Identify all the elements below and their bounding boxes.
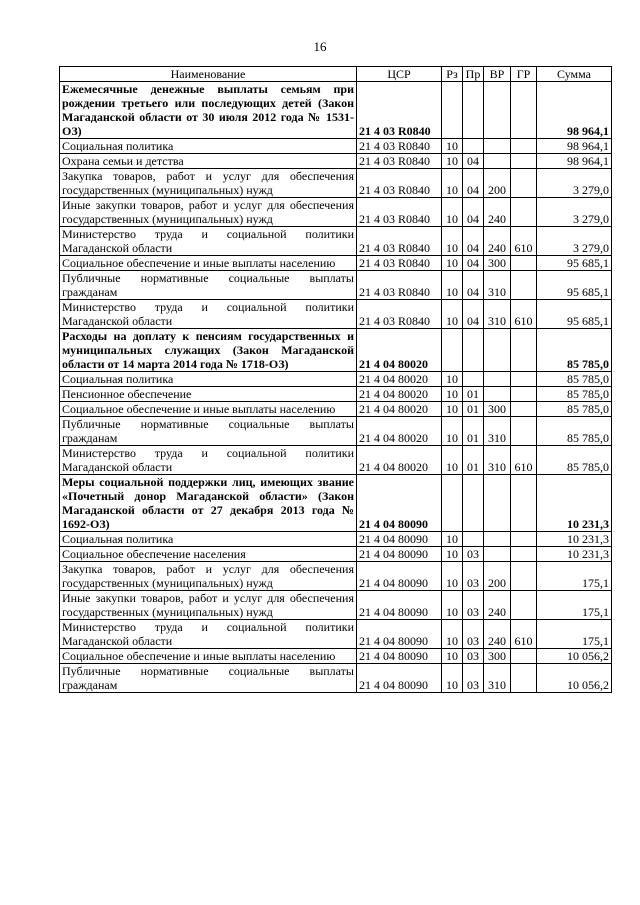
cell-rz — [442, 82, 463, 139]
cell-sum: 85 785,0 — [537, 446, 612, 475]
cell-vr: 310 — [484, 446, 511, 475]
cell-csr: 21 4 03 R0840 — [357, 300, 442, 329]
table-row — [60, 139, 612, 154]
cell-name: Закупка товаров, работ и услуг для обеспечения государственных (муниципальных) нужд — [60, 562, 357, 591]
cell-vr: 240 — [484, 591, 511, 620]
cell-sum: 85 785,0 — [537, 417, 612, 446]
table-body — [60, 82, 612, 693]
cell-vr: 310 — [484, 417, 511, 446]
cell-name: Министерство труда и социальной политики Магаданской области — [60, 227, 357, 256]
cell-gr — [511, 271, 537, 300]
cell-sum: 10 231,3 — [537, 475, 612, 532]
header-csr: ЦСР — [357, 67, 442, 82]
header-name: Наименование — [60, 67, 357, 82]
cell-name: Социальная политика — [60, 139, 357, 154]
cell-csr: 21 4 03 R0840 — [357, 198, 442, 227]
cell-csr: 21 4 04 80090 — [357, 591, 442, 620]
cell-pr: 03 — [463, 649, 484, 664]
page-number: 16 — [313, 39, 327, 54]
table-row — [60, 664, 612, 693]
cell-gr — [511, 649, 537, 664]
cell-rz: 10 — [442, 446, 463, 475]
table-row — [60, 417, 612, 446]
table-row — [60, 198, 612, 227]
cell-name: Иные закупки товаров, работ и услуг для обеспечения государственных (муниципальных) нужд — [60, 198, 357, 227]
cell-name: Министерство труда и социальной политики Магаданской области — [60, 620, 357, 649]
cell-csr: 21 4 03 R0840 — [357, 256, 442, 271]
cell-name: Министерство труда и социальной политики Магаданской области — [60, 300, 357, 329]
cell-name: Меры социальной поддержки лиц, имеющих звание «Почетный донор Магаданской области» (Закон Магаданской области от 27 декабря 2013 года № 1692-ОЗ) — [60, 475, 357, 532]
cell-rz: 10 — [442, 256, 463, 271]
header-pr: Пр — [463, 67, 484, 82]
cell-sum: 85 785,0 — [537, 329, 612, 372]
cell-sum: 95 685,1 — [537, 256, 612, 271]
cell-vr: 300 — [484, 402, 511, 417]
cell-rz — [442, 329, 463, 372]
cell-csr: 21 4 03 R0840 — [357, 169, 442, 198]
cell-pr — [463, 532, 484, 547]
cell-sum: 175,1 — [537, 562, 612, 591]
cell-gr — [511, 372, 537, 387]
header-gr: ГР — [511, 67, 537, 82]
cell-rz: 10 — [442, 402, 463, 417]
table-row — [60, 591, 612, 620]
cell-gr — [511, 82, 537, 139]
cell-vr — [484, 387, 511, 402]
cell-sum: 85 785,0 — [537, 402, 612, 417]
cell-vr — [484, 139, 511, 154]
cell-gr — [511, 532, 537, 547]
cell-name: Пенсионное обеспечение — [60, 387, 357, 402]
cell-gr: 610 — [511, 446, 537, 475]
table-row — [60, 475, 612, 532]
cell-csr: 21 4 03 R0840 — [357, 227, 442, 256]
cell-gr — [511, 591, 537, 620]
cell-pr: 03 — [463, 620, 484, 649]
cell-csr: 21 4 04 80020 — [357, 402, 442, 417]
cell-csr: 21 4 04 80090 — [357, 620, 442, 649]
cell-rz: 10 — [442, 169, 463, 198]
cell-name: Социальная политика — [60, 532, 357, 547]
cell-csr: 21 4 04 80090 — [357, 562, 442, 591]
table-row — [60, 271, 612, 300]
cell-name: Социальное обеспечение и иные выплаты населению — [60, 402, 357, 417]
cell-rz: 10 — [442, 387, 463, 402]
cell-pr: 03 — [463, 562, 484, 591]
table-row — [60, 256, 612, 271]
cell-vr — [484, 82, 511, 139]
table-row — [60, 387, 612, 402]
cell-pr: 04 — [463, 300, 484, 329]
cell-vr — [484, 475, 511, 532]
cell-sum: 10 231,3 — [537, 547, 612, 562]
cell-csr: 21 4 03 R0840 — [357, 154, 442, 169]
cell-rz: 10 — [442, 591, 463, 620]
table-row — [60, 372, 612, 387]
cell-name: Публичные нормативные социальные выплаты гражданам — [60, 271, 357, 300]
header-vr: ВР — [484, 67, 511, 82]
cell-pr: 01 — [463, 446, 484, 475]
cell-sum: 95 685,1 — [537, 271, 612, 300]
cell-gr: 610 — [511, 620, 537, 649]
cell-rz: 10 — [442, 372, 463, 387]
cell-sum: 98 964,1 — [537, 139, 612, 154]
cell-pr: 04 — [463, 169, 484, 198]
cell-rz: 10 — [442, 562, 463, 591]
cell-sum: 10 056,2 — [537, 664, 612, 693]
cell-vr: 240 — [484, 620, 511, 649]
table-row — [60, 227, 612, 256]
table-row — [60, 154, 612, 169]
cell-gr — [511, 169, 537, 198]
header-sum: Сумма — [537, 67, 612, 82]
cell-gr — [511, 417, 537, 446]
cell-name: Министерство труда и социальной политики Магаданской области — [60, 446, 357, 475]
cell-rz: 10 — [442, 417, 463, 446]
table-header-row — [60, 67, 612, 82]
cell-csr: 21 4 04 80090 — [357, 664, 442, 693]
cell-csr: 21 4 03 R0840 — [357, 139, 442, 154]
cell-pr — [463, 82, 484, 139]
cell-vr — [484, 154, 511, 169]
cell-rz: 10 — [442, 649, 463, 664]
cell-csr: 21 4 04 80090 — [357, 532, 442, 547]
budget-table — [59, 66, 612, 693]
table-row — [60, 620, 612, 649]
table-row — [60, 562, 612, 591]
cell-gr — [511, 256, 537, 271]
table-row — [60, 446, 612, 475]
cell-rz: 10 — [442, 532, 463, 547]
table-row — [60, 402, 612, 417]
cell-csr: 21 4 04 80020 — [357, 387, 442, 402]
cell-rz: 10 — [442, 300, 463, 329]
cell-csr: 21 4 04 80020 — [357, 372, 442, 387]
cell-vr: 240 — [484, 198, 511, 227]
cell-sum: 175,1 — [537, 591, 612, 620]
cell-vr: 310 — [484, 300, 511, 329]
cell-pr — [463, 372, 484, 387]
cell-csr: 21 4 04 80020 — [357, 329, 442, 372]
cell-csr: 21 4 04 80020 — [357, 417, 442, 446]
cell-vr — [484, 547, 511, 562]
cell-gr — [511, 154, 537, 169]
cell-pr — [463, 329, 484, 372]
cell-pr: 04 — [463, 227, 484, 256]
cell-sum: 3 279,0 — [537, 227, 612, 256]
cell-name: Публичные нормативные социальные выплаты гражданам — [60, 664, 357, 693]
cell-sum: 10 056,2 — [537, 649, 612, 664]
cell-sum: 95 685,1 — [537, 300, 612, 329]
cell-sum: 85 785,0 — [537, 372, 612, 387]
cell-vr: 200 — [484, 562, 511, 591]
table-row — [60, 649, 612, 664]
cell-sum: 175,1 — [537, 620, 612, 649]
cell-rz: 10 — [442, 198, 463, 227]
cell-gr — [511, 329, 537, 372]
cell-gr — [511, 562, 537, 591]
table-row — [60, 329, 612, 372]
cell-vr: 300 — [484, 256, 511, 271]
cell-gr — [511, 475, 537, 532]
cell-pr: 04 — [463, 256, 484, 271]
cell-name: Социальное обеспечение и иные выплаты населению — [60, 649, 357, 664]
cell-vr — [484, 329, 511, 372]
cell-vr: 200 — [484, 169, 511, 198]
cell-name: Социальное обеспечение населения — [60, 547, 357, 562]
cell-name: Социальная политика — [60, 372, 357, 387]
cell-sum: 10 231,3 — [537, 532, 612, 547]
cell-vr: 310 — [484, 664, 511, 693]
cell-pr: 01 — [463, 417, 484, 446]
cell-pr — [463, 475, 484, 532]
cell-sum: 85 785,0 — [537, 387, 612, 402]
cell-gr: 610 — [511, 300, 537, 329]
cell-sum: 98 964,1 — [537, 82, 612, 139]
cell-vr — [484, 532, 511, 547]
cell-sum: 98 964,1 — [537, 154, 612, 169]
cell-pr: 04 — [463, 154, 484, 169]
cell-name: Ежемесячные денежные выплаты семьям при рождении третьего или последующих детей (Закон Магаданской области от 30 июля 2012 года № 1531-ОЗ) — [60, 82, 357, 139]
cell-gr — [511, 402, 537, 417]
cell-rz: 10 — [442, 227, 463, 256]
cell-pr — [463, 139, 484, 154]
cell-name: Охрана семьи и детства — [60, 154, 357, 169]
cell-vr: 240 — [484, 227, 511, 256]
cell-pr: 03 — [463, 664, 484, 693]
cell-vr — [484, 372, 511, 387]
header-rz: Рз — [442, 67, 463, 82]
cell-gr: 610 — [511, 227, 537, 256]
cell-name: Расходы на доплату к пенсиям государственных и муниципальных служащих (Закон Магаданской области от 14 марта 2014 года № 1718-ОЗ) — [60, 329, 357, 372]
cell-rz: 10 — [442, 154, 463, 169]
cell-csr: 21 4 04 80020 — [357, 446, 442, 475]
cell-rz: 10 — [442, 139, 463, 154]
cell-name: Публичные нормативные социальные выплаты гражданам — [60, 417, 357, 446]
table-row — [60, 547, 612, 562]
table-row — [60, 300, 612, 329]
cell-name: Иные закупки товаров, работ и услуг для обеспечения государственных (муниципальных) нужд — [60, 591, 357, 620]
table-row — [60, 532, 612, 547]
cell-csr: 21 4 04 80090 — [357, 649, 442, 664]
cell-csr: 21 4 03 R0840 — [357, 271, 442, 300]
cell-pr: 01 — [463, 387, 484, 402]
cell-vr: 310 — [484, 271, 511, 300]
cell-csr: 21 4 04 80090 — [357, 547, 442, 562]
cell-sum: 3 279,0 — [537, 198, 612, 227]
table-row — [60, 169, 612, 198]
table-row — [60, 82, 612, 139]
cell-gr — [511, 139, 537, 154]
cell-csr: 21 4 04 80090 — [357, 475, 442, 532]
cell-pr: 01 — [463, 402, 484, 417]
cell-pr: 04 — [463, 271, 484, 300]
cell-rz — [442, 475, 463, 532]
cell-rz: 10 — [442, 547, 463, 562]
cell-sum: 3 279,0 — [537, 169, 612, 198]
cell-gr — [511, 547, 537, 562]
cell-name: Закупка товаров, работ и услуг для обеспечения государственных (муниципальных) нужд — [60, 169, 357, 198]
cell-name: Социальное обеспечение и иные выплаты населению — [60, 256, 357, 271]
cell-rz: 10 — [442, 620, 463, 649]
cell-pr: 03 — [463, 547, 484, 562]
cell-rz: 10 — [442, 271, 463, 300]
cell-pr: 03 — [463, 591, 484, 620]
cell-rz: 10 — [442, 664, 463, 693]
cell-gr — [511, 664, 537, 693]
cell-pr: 04 — [463, 198, 484, 227]
cell-csr: 21 4 03 R0840 — [357, 82, 442, 139]
cell-gr — [511, 198, 537, 227]
cell-gr — [511, 387, 537, 402]
cell-vr: 300 — [484, 649, 511, 664]
